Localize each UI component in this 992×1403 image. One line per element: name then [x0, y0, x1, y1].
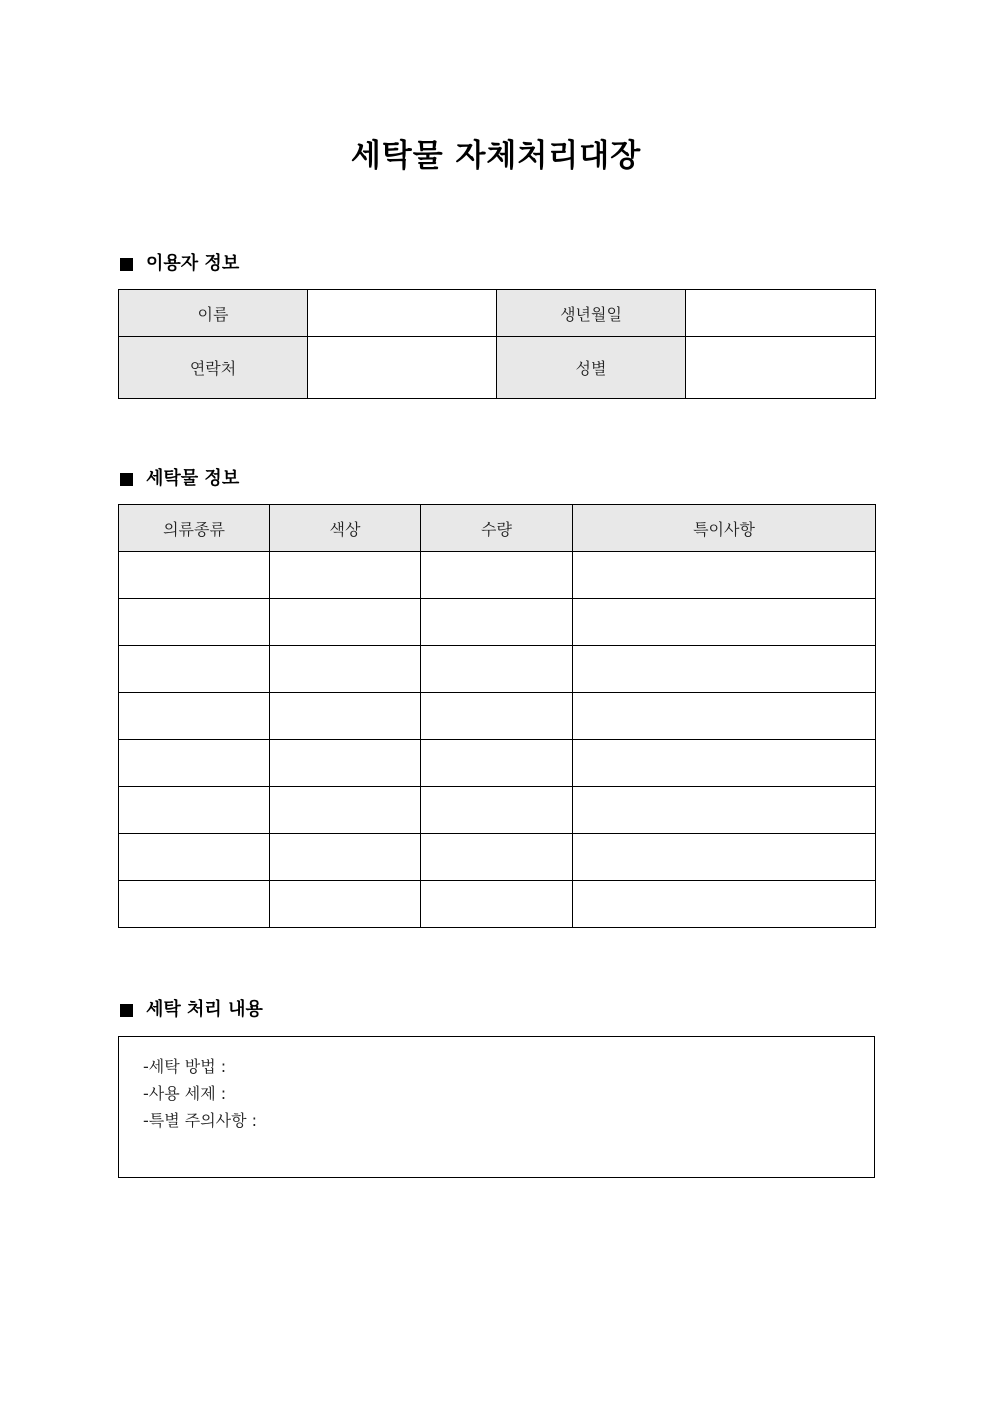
- notes-cell[interactable]: [573, 787, 876, 834]
- color-cell[interactable]: [270, 834, 421, 881]
- quantity-cell[interactable]: [421, 693, 573, 740]
- clothing-type-cell[interactable]: [119, 693, 270, 740]
- quantity-cell[interactable]: [421, 599, 573, 646]
- notes-cell[interactable]: [573, 599, 876, 646]
- table-row: [119, 646, 876, 693]
- table-row: [119, 740, 876, 787]
- color-cell[interactable]: [270, 599, 421, 646]
- column-header-clothing-type: 의류종류: [119, 505, 270, 552]
- user-info-heading: [118, 252, 239, 276]
- contact-label: 연락처: [119, 337, 308, 399]
- process-heading-label: 세탁 처리 내용: [146, 999, 263, 1020]
- laundry-info-table: [118, 504, 876, 928]
- color-cell[interactable]: [270, 881, 421, 928]
- table-row: [119, 693, 876, 740]
- column-header-quantity: 수량: [421, 505, 573, 552]
- column-header-notes: 특이사항: [573, 505, 876, 552]
- quantity-cell[interactable]: [421, 881, 573, 928]
- clothing-type-cell[interactable]: [119, 552, 270, 599]
- table-row: [119, 881, 876, 928]
- black-square-icon: [120, 258, 133, 271]
- clothing-type-cell[interactable]: [119, 787, 270, 834]
- notes-cell[interactable]: [573, 881, 876, 928]
- laundry-info-heading-label: 세탁물 정보: [146, 468, 240, 489]
- black-square-icon: [120, 473, 133, 486]
- black-square-icon: [120, 1004, 133, 1017]
- color-cell[interactable]: [270, 693, 421, 740]
- contact-field[interactable]: [308, 337, 497, 399]
- clothing-type-cell[interactable]: [119, 599, 270, 646]
- process-heading: [118, 998, 263, 1022]
- clothing-type-cell[interactable]: [119, 646, 270, 693]
- special-precautions-line: -특별 주의사항 :: [143, 1111, 258, 1130]
- clothing-type-cell[interactable]: [119, 881, 270, 928]
- notes-cell[interactable]: [573, 552, 876, 599]
- quantity-cell[interactable]: [421, 787, 573, 834]
- name-label: 이름: [119, 290, 308, 337]
- color-cell[interactable]: [270, 646, 421, 693]
- process-lines: [143, 1053, 257, 1134]
- notes-cell[interactable]: [573, 646, 876, 693]
- birth-date-field[interactable]: [686, 290, 876, 337]
- user-info-table: [118, 289, 876, 399]
- clothing-type-cell[interactable]: [119, 740, 270, 787]
- name-field[interactable]: [308, 290, 497, 337]
- table-header-row: [119, 505, 876, 552]
- user-info-heading-label: 이용자 정보: [146, 253, 240, 274]
- notes-cell[interactable]: [573, 834, 876, 881]
- table-row: [119, 834, 876, 881]
- color-cell[interactable]: [270, 787, 421, 834]
- table-row: [119, 599, 876, 646]
- table-row: [119, 337, 876, 399]
- wash-method-line: -세탁 방법 :: [143, 1057, 227, 1076]
- table-row: [119, 290, 876, 337]
- birth-date-label: 생년월일: [497, 290, 686, 337]
- quantity-cell[interactable]: [421, 646, 573, 693]
- quantity-cell[interactable]: [421, 740, 573, 787]
- gender-field[interactable]: [686, 337, 876, 399]
- column-header-color: 색상: [270, 505, 421, 552]
- quantity-cell[interactable]: [421, 834, 573, 881]
- table-row: [119, 552, 876, 599]
- notes-cell[interactable]: [573, 740, 876, 787]
- process-details-box[interactable]: [118, 1036, 875, 1178]
- detergent-line: -사용 세제 :: [143, 1084, 227, 1103]
- table-row: [119, 787, 876, 834]
- page-title: 세탁물 자체처리대장: [350, 138, 642, 174]
- color-cell[interactable]: [270, 552, 421, 599]
- quantity-cell[interactable]: [421, 552, 573, 599]
- color-cell[interactable]: [270, 740, 421, 787]
- notes-cell[interactable]: [573, 693, 876, 740]
- clothing-type-cell[interactable]: [119, 834, 270, 881]
- laundry-info-heading: [118, 467, 239, 491]
- gender-label: 성별: [497, 337, 686, 399]
